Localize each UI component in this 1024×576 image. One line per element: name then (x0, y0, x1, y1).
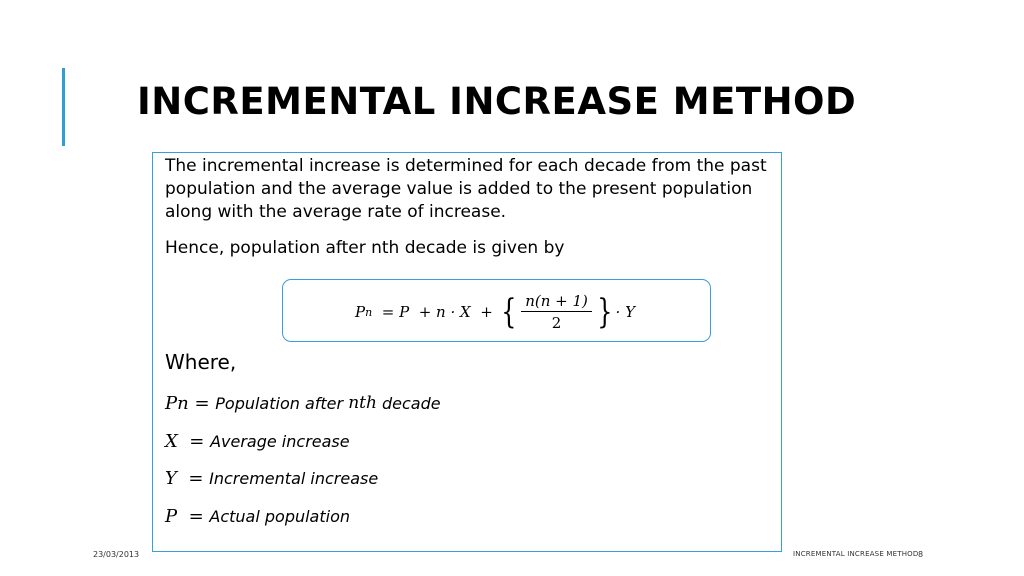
formula-lhs-subscript: n (365, 305, 373, 319)
formula-term-nx: n · X (436, 303, 471, 321)
definition-text: Actual population (209, 506, 351, 526)
formula-equals: = (372, 303, 400, 321)
definition-superscript: th (359, 393, 377, 413)
formula-fraction (521, 292, 592, 332)
definition-p (165, 503, 350, 529)
definition-subscript: n (177, 392, 189, 414)
definition-symbol: P (165, 392, 178, 414)
definition-symbol: Y (165, 467, 177, 489)
formula-plus-2: + (470, 303, 498, 321)
definition-pn (165, 390, 441, 416)
title-accent-bar (62, 68, 65, 146)
formula (355, 286, 635, 338)
definition-text: Average increase (210, 431, 350, 451)
formula-plus-1: + (409, 303, 437, 321)
definition-equals: = (176, 467, 210, 489)
footer-date: 23/03/2013 (93, 550, 140, 559)
where-label: Where, (165, 350, 237, 374)
definition-equals: = (177, 505, 210, 527)
definition-symbol: X (165, 430, 178, 452)
definition-math-n: n (348, 393, 360, 413)
footer-title: INCREMENTAL INCREASE METHOD (793, 550, 919, 558)
formula-denominator: 2 (551, 314, 562, 332)
formula-lhs: P (355, 303, 366, 321)
formula-brace-close: } (597, 292, 613, 332)
definition-x (165, 428, 350, 454)
formula-tail: · Y (615, 303, 635, 321)
slide-title: INCREMENTAL INCREASE METHOD (137, 80, 857, 123)
definition-text: Population after (215, 393, 349, 413)
definition-text-after: decade (376, 393, 441, 413)
formula-numerator: n(n + 1) (521, 292, 592, 312)
formula-term-p: P (399, 303, 410, 321)
definition-equals: = (177, 430, 211, 452)
definition-equals: = (188, 392, 216, 414)
formula-intro-text: Hence, population after nth decade is given by (165, 238, 565, 258)
definition-text: Incremental increase (209, 468, 379, 488)
intro-paragraph: The incremental increase is determined for each decade from the past population and the average value is added to the present population along with the average rate of increase. (165, 156, 767, 222)
footer-page-number: 8 (918, 550, 924, 559)
formula-brace-open: { (500, 292, 516, 332)
definition-symbol: P (165, 505, 178, 527)
definition-y (165, 465, 378, 491)
